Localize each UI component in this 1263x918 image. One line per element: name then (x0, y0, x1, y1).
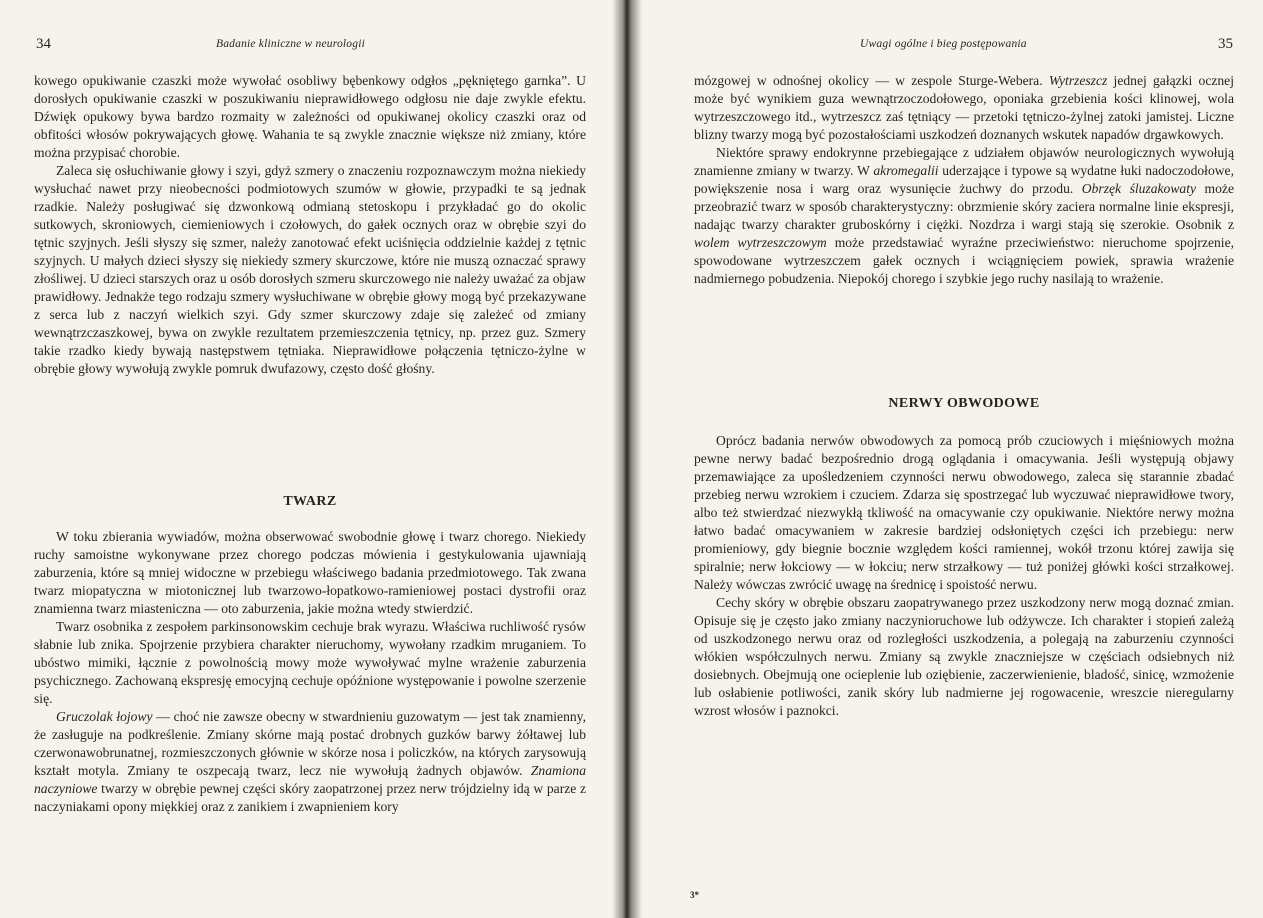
right-page (628, 0, 1263, 918)
running-head-right: Uwagi ogólne i bieg postępowania (860, 38, 1027, 50)
paragraph: Niektóre sprawy endokrynne przebiegające z udziałem objawów neurologicznych wywołują znamienne zmiany w twarzy. W akromegalii uderzające i typowe są wydatne łuki nadoczodołowe, powiększenie nosa i warg oraz wysunięcie żuchwy do przodu. Obrzęk śluzakowaty może przeobrazić twarz w sposób charakterystyczny: obrzmienie skóry zaciera normalne linie ekspresji, nadając twarzy charakter gruboskórny i ciężki. Nozdrza i wargi stają się szerokie. Osobnik z wolem wytrzeszczowym może przedstawiać wyraźne przeciwieństwo: nieruchome spojrzenie, spowodowane wytrzeszczem gałek ocznych i wciągnięciem powiek, sprawia wrażenie nadmiernego pobudzenia. Niepokój chorego i szybkie jego ruchy nasilają to wrażenie. (694, 145, 1235, 286)
book-gutter (612, 0, 642, 918)
italic-term: Gruczolak łojowy (56, 709, 153, 724)
italic-term: Wytrzeszcz (1048, 73, 1108, 88)
paragraph: Twarz osobnika z zespołem parkinsonowskim cechuje brak wyrazu. Właściwa ruchliwość rysów słabnie lub znika. Spojrzenie przybiera charakter nieruchomy, wywołany rzadkim mruganiem. To ubóstwo mimiki, łącznie z powolnością mowy może wywoływać mylne wrażenie zaburzenia psychicznego. Zachowaną ekspresję emocyjną cechuje opóźnione występowanie i powolne szerzenie się. (34, 619, 586, 706)
italic-term: Znamiona naczyniowe (34, 763, 586, 796)
italic-term: wolem wytrzeszczowym (694, 235, 827, 250)
running-head-left: Badanie kliniczne w neurologii (216, 38, 365, 50)
italic-term: Obrzęk śluzakowaty (1081, 181, 1197, 196)
paragraph: Gruczolak łojowy — choć nie zawsze obecny w stwardnieniu guzowatym — jest tak znamienny, że zasługuje na podkreślenie. Zmiany skórne mają postać drobnych guzków barwy żółtawej lub czerwonawobrunatnej, rozmieszczonych głównie w skórze nosa i policzków, na których zarysowują kształt motyla. Zmiany te oszpecają twarz, lecz nie wywołują żadnych objawów. Znamiona naczyniowe twarzy w obrębie pewnej części skóry zaopatrzonej przez nerw trójdzielny idą w parze z naczyniakami opony miękkiej oraz z zanikiem i zwapnieniem kory (34, 709, 586, 814)
left-page (0, 0, 628, 918)
left-body-bottom (34, 528, 586, 816)
signature-mark: 3* (690, 890, 699, 900)
right-body-top (694, 72, 1234, 288)
paragraph: Cechy skóry w obrębie obszaru zaopatrywanego przez uszkodzony nerw mogą doznać zmian. Opisuje się je często jako zmiany naczynioruchowe lub odżywcze. Ich charakter i stopień zależą od uszkodzonego nerwu oraz od rozległości uszkodzenia, a polegają na zaburzeniu czynności włókien współczulnych nerwu. Zmiany są zwykle znaczniejsze w częściach odsiebnych niż dosiebnych. Obejmują one ocieplenie lub oziębienie, zaczerwienienie, bladość, sinicę, wzmożenie lub osłabienie potliwości, zanik skóry lub nadmierne jej rogowacenie, wreszcie nieregularny wzrost włosów i paznokci. (694, 595, 1234, 718)
section-title-nerwy-obwodowe: NERWY OBWODOWE (888, 396, 1040, 411)
paragraph: W toku zbierania wywiadów, można obserwować swobodnie głowę i twarz chorego. Niekiedy ruchy samoistne wykonywane przez chorego podczas mówienia i gestykulowania ujawniają zaburzenia, które są mniej widoczne w przebiegu właściwego badania przedmiotowego. Tak zwana twarz miopatyczna w miotonicznej lub twarzowo-łopatkowo-ramieniowej postaci dystrofii oraz znamienna twarz miasteniczna — oto zaburzenia, jakie można wtedy stwierdzić. (34, 529, 586, 616)
right-body-bottom (694, 432, 1234, 720)
paragraph: mózgowej w odnośnej okolicy — w zespole Sturge-Webera. Wytrzeszcz jednej gałązki ocznej może być wynikiem guza wewnątrzoczodołowego, oponiaka grzebienia kości klinowej, wola wytrzeszczowego itd., wytrzeszcz zaś tętniący — przetoki tętniczo-żylnej zatoki jamistej. Liczne blizny twarzy mogą być pozostałościami uszkodzeń doznanych wskutek napadów drgawkowych. (694, 73, 1234, 142)
paragraph: Oprócz badania nerwów obwodowych za pomocą prób czuciowych i mięśniowych można pewne nerwy badać bezpośrednio drogą oglądania i omacywania. Jeśli występują objawy przemawiające za upośledzeniem czynności nerwu obwodowego, zaleca się starannie zbadać przebieg nerwu wzrokiem i czuciem. Zdarza się spostrzegać lub wyczuwać nieprawidłowe twory, albo też stwierdzać niezwykłą tkliwość na omacywanie czy opukiwanie. Niektóre nerwy można łatwo badać omacywaniem w zakresie bardziej odsłoniętych części ich przebiegu: nerw promieniowy, gdy biegnie bocznie względem kości ramiennej, wokół trzonu której zawija się spiralnie; nerw łokciowy — w łokciu; nerw strzałkowy — tuż poniżej główki kości strzałkowej. Należy wówczas zwrócić uwagę na średnicę i spoistość nerwu. (694, 433, 1234, 592)
page-number-left: 34 (36, 36, 51, 52)
italic-term: akromegalii (873, 163, 939, 178)
paragraph: kowego opukiwanie czaszki może wywołać osobliwy bębenkowy odgłos „pękniętego garnka”. U dorosłych opukiwanie czaszki w poszukiwaniu nieprawidłowego odgłosu nie daje zwykle efektu. Dźwięk opukowy bywa bardzo rozmaity w zależności od opukiwanej okolicy czaszki oraz od obfitości włosów pokrywających głowę. Wahania te są zwykle znacznie większe niż zmiany, które można przypisać chorobie. (34, 73, 586, 160)
section-title-twarz: TWARZ (283, 494, 337, 509)
page-number-right: 35 (1218, 36, 1233, 52)
left-body-top (34, 72, 586, 378)
paragraph: Zaleca się osłuchiwanie głowy i szyi, gdyż szmery o znaczeniu rozpoznawczym można niekiedy wysłuchać nawet przy nieobecności podmiotowych szumów w głowie, przypadki te są jednak rzadkie. Należy posługiwać się dzwonkową odmianą stetoskopu i przykładać go do okolic sutkowych, skroniowych, ciemieniowych i czołowych, do gałek ocznych oraz w obrębie szyi do tętnic szyjnych. Jeśli słyszy się szmer, należy zanotować efekt uciśnięcia oddzielnie każdej z tętnic szyjnych. U małych dzieci słyszy się niekiedy szmery skurczowe, które nie muszą oznaczać sprawy złośliwej. U dzieci starszych oraz u osób dorosłych szmeru skurczowego nie należy uważać za objaw prawidłowy. Jednakże tego rodzaju szmery wysłuchiwane w obrębie głowy mogą być przekazywane z serca lub z naczyń wielkich szyi. Gdy szmer skurczowy zdaje się zależeć od zmiany wewnątrzczaszkowej, bywa on zwykle rezultatem przemieszczenia tętnicy, np. przez guz. Szmery takie rzadko kiedy bywają następstwem tętniaka. Nieprawidłowe połączenia tętniczo-żylne w obrębie głowy wywołują zwykle pomruk dwufazowy, często dość głośny. (34, 163, 586, 376)
